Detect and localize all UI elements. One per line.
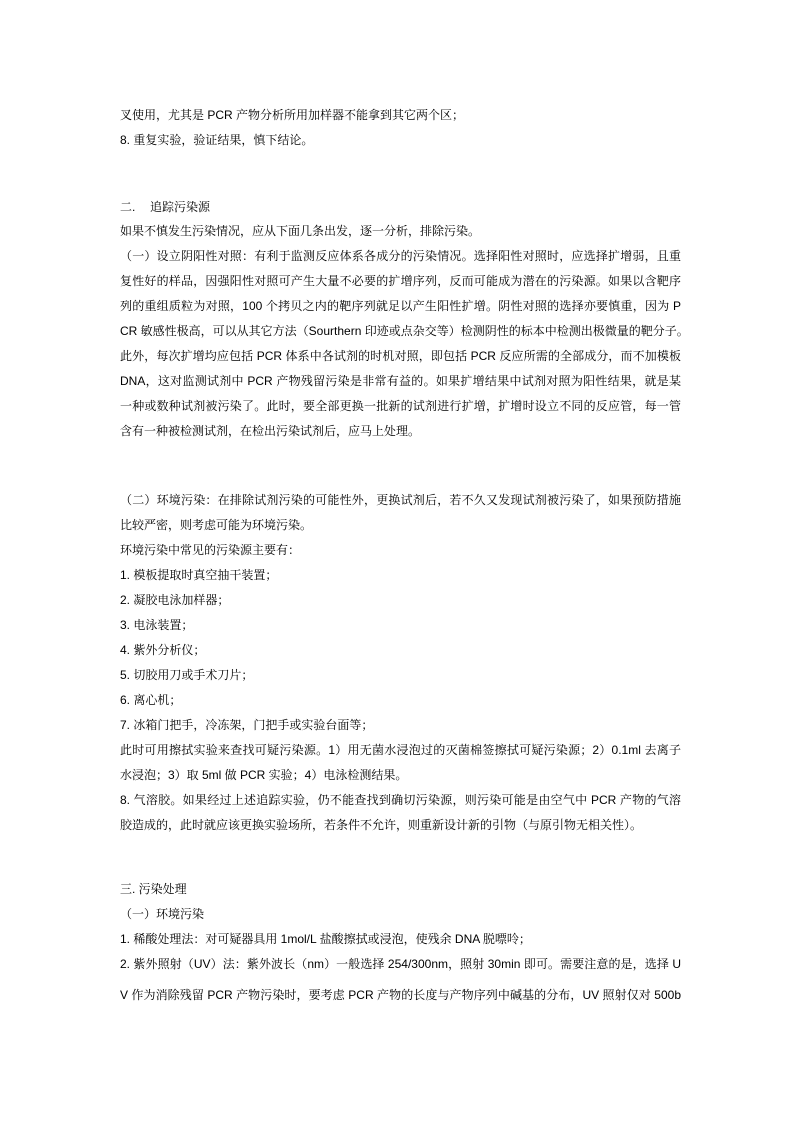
source-item: 5. 切胶用刀或手术刀片； <box>120 668 254 682</box>
para2-line: 比较严密，则考虑可能为环境污染。 <box>120 518 313 532</box>
aerosol-line: 8. 气溶胶。如果经过上述追踪实验，仍不能查找到确切污染源，则污染可能是由空气中 PCR 产物的气溶 <box>120 793 681 807</box>
swab-line: 此时可用擦拭实验来查找可疑污染源。1）用无菌水浸泡过的灭菌棉签擦拭可疑污染源；2）0.1ml 去离子 <box>120 743 681 757</box>
source-item: 3. 电泳装置； <box>120 618 194 632</box>
section2-lead: 如果不慎发生污染情况，应从下面几条出发，逐一分析，排除污染。 <box>120 224 481 238</box>
aerosol-line: 胶造成的，此时就应该更换实验场所，若条件不允许，则重新设计新的引物（与原引物无相关性）。 <box>120 818 643 832</box>
source-item: 1. 模板提取时真空抽干装置； <box>120 568 278 582</box>
source-item: 2. 凝胶电泳加样器； <box>120 593 230 607</box>
section2-heading: 追踪污染源 <box>150 200 211 214</box>
intro-item-8: 8. 重复实验，验证结果，慎下结论。 <box>120 133 314 147</box>
para2-line: （二）环境污染：在排除试剂污染的可能性外，更换试剂后，若不久又发现试剂被污染了，如果预防措施 <box>120 493 681 507</box>
intro-line: 叉使用，尤其是 PCR 产物分析所用加样器不能拿到其它两个区； <box>120 108 465 122</box>
para1-line: 列的重组质粒为对照，100 个拷贝之内的靶序列就足以产生阳性扩增。阴性对照的选择亦要慎重，因为 P <box>120 299 681 313</box>
swab-line: 水浸泡；3）取 5ml 做 PCR 实验；4）电泳检测结果。 <box>120 768 408 782</box>
section3-item-1: 1. 稀酸处理法：对可疑器具用 1mol/L 盐酸擦拭或浸泡，使残余 DNA 脱嘌呤； <box>120 932 531 946</box>
source-item: 6. 离心机； <box>120 693 182 707</box>
section3-item-2-line: 2. 紫外照射（UV）法：紫外波长（nm）一般选择 254/300nm，照射 30min 即可。需要注意的是，选择 U <box>120 957 681 971</box>
para1-line: （一）设立阴阳性对照：有利于监测反应体系各成分的污染情况。选择阳性对照时，应选择扩增弱，且重 <box>120 249 681 263</box>
sources-lead: 环境污染中常见的污染源主要有： <box>120 543 301 557</box>
source-item: 7. 冰箱门把手，冷冻架，门把手或实验台面等； <box>120 718 374 732</box>
para1-line: 此外，每次扩增均应包括 PCR 体系中各试剂的时机对照，即包括 PCR 反应所需的全部成分，而不加模板 <box>120 349 681 363</box>
para1-line: CR 敏感性极高，可以从其它方法（Sourthern 印迹或点杂交等）检测阴性的标本中检测出极微量的靶分子。 <box>120 324 689 338</box>
source-item: 4. 紫外分析仪； <box>120 643 206 657</box>
section3-item-2-line: V 作为消除残留 PCR 产物污染时，要考虑 PCR 产物的长度与产物序列中碱基的分布，UV 照射仅对 500b <box>120 988 681 1002</box>
para1-line: 复性好的样品，因强阳性对照可产生大量不必要的扩增序列，反而可能成为潜在的污染源。如果以含靶序 <box>120 274 681 288</box>
section2-number: 二. <box>120 200 136 214</box>
para1-line: DNA，这对监测试剂中 PCR 产物残留污染是非常有益的。如果扩增结果中试剂对照为阳性结果，就是某 <box>120 374 681 388</box>
para1-line: 含有一种被检测试剂，在检出污染试剂后，应马上处理。 <box>120 424 421 438</box>
para1-line: 一种或数种试剂被污染了。此时，要全部更换一批新的试剂进行扩增，扩增时设立不同的反应管，每一管 <box>120 399 681 413</box>
section3-subheading: （一）环境污染 <box>120 907 205 921</box>
section3-heading: 三. 污染处理 <box>120 882 187 896</box>
